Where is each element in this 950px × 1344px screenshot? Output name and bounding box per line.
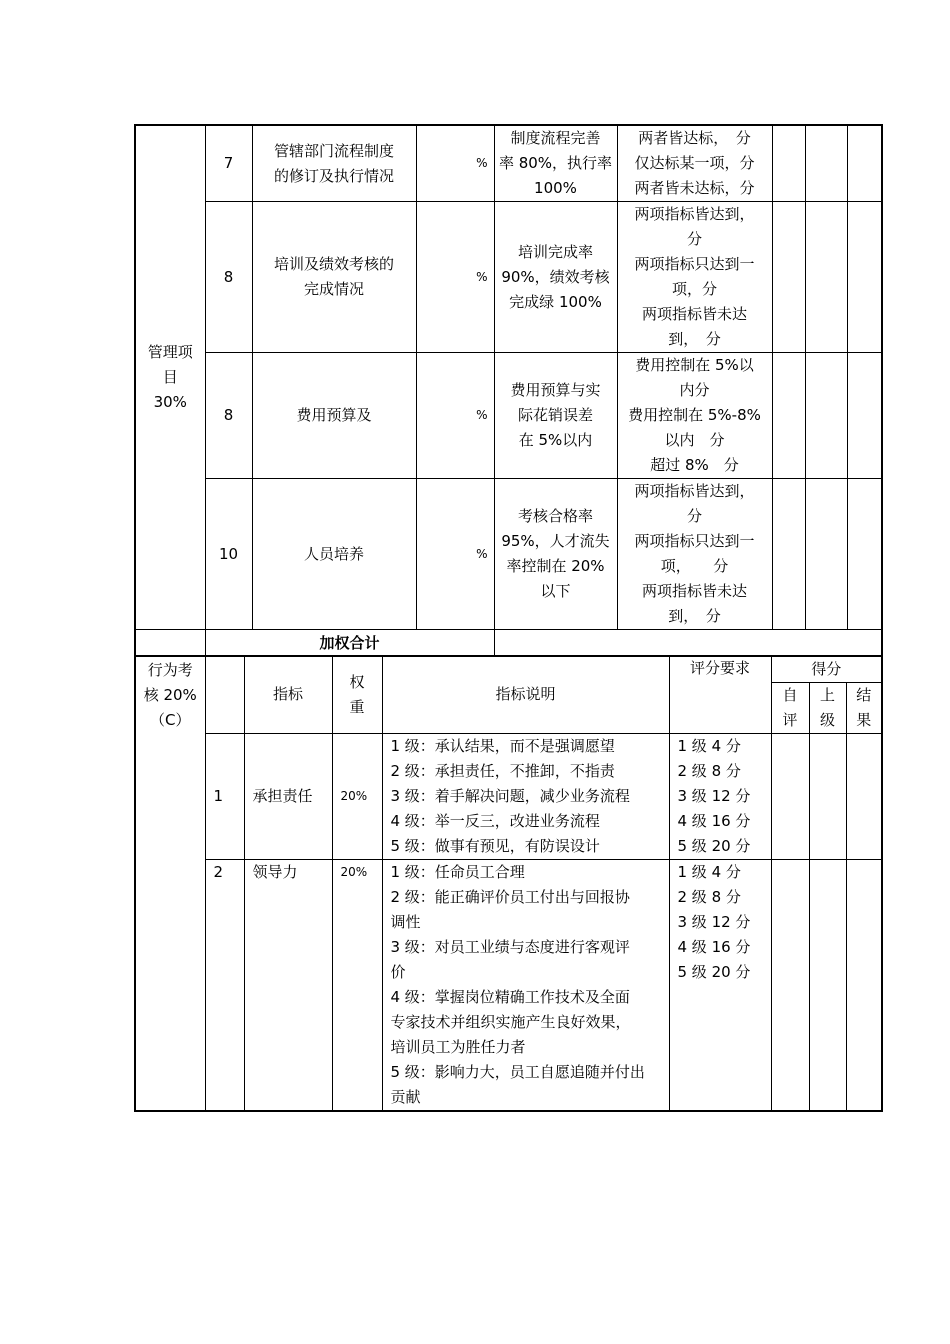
weighted-total-value <box>494 630 882 657</box>
behavior-row-description: 1 级：承认结果，而不是强调愿望 2 级：承担责任，不推卸，不指责 3 级：着手解决问题，减少业务流程 4 级：举一反三，改进业务流程 5 级：做事有预见，有防误设计 <box>382 734 669 860</box>
mgmt-row-weight: % <box>416 479 494 630</box>
behavior-row-indicator: 领导力 <box>244 860 332 1112</box>
weighted-total-row <box>135 630 882 657</box>
behavior-header-row <box>135 656 882 683</box>
behavior-header-indicator: 指标 <box>244 656 332 734</box>
mgmt-row-score-result <box>847 125 882 202</box>
weighted-total-label: 加权合计 <box>205 630 494 657</box>
mgmt-row <box>135 125 882 202</box>
mgmt-category-label: 管理项 目 30% <box>135 125 205 630</box>
mgmt-row-weight: % <box>416 125 494 202</box>
behavior-row-no: 2 <box>205 860 244 1112</box>
mgmt-row-score-self <box>772 353 805 479</box>
behavior-row-scoring: 1 级 4 分 2 级 8 分 3 级 12 分 4 级 16 分 5 级 20 分 <box>669 860 771 1112</box>
behavior-header-self: 自 评 <box>771 683 809 734</box>
mgmt-row-score-superior <box>805 125 847 202</box>
mgmt-row <box>135 202 882 353</box>
behavior-header-no <box>205 656 244 734</box>
behavior-header-score: 得分 <box>771 656 882 683</box>
mgmt-row <box>135 353 882 479</box>
mgmt-row-target: 培训完成率 90%，绩效考核 完成绿 100% <box>494 202 617 353</box>
behavior-row-score-self <box>771 860 809 1112</box>
mgmt-row-score-self <box>772 479 805 630</box>
management-table <box>134 124 883 657</box>
behavior-row-score-superior <box>809 860 846 1112</box>
mgmt-row-item: 管辖部门流程制度 的修订及执行情况 <box>252 125 416 202</box>
mgmt-row-score-self <box>772 125 805 202</box>
mgmt-row <box>135 479 882 630</box>
mgmt-row-item: 培训及绩效考核的 完成情况 <box>252 202 416 353</box>
behavior-header-superior: 上 级 <box>809 683 846 734</box>
behavior-header-result: 结 果 <box>846 683 882 734</box>
mgmt-row-no: 8 <box>205 353 252 479</box>
behavior-row-score-self <box>771 734 809 860</box>
mgmt-row-no: 10 <box>205 479 252 630</box>
mgmt-row-target: 考核合格率 95%，人才流失 率控制在 20% 以下 <box>494 479 617 630</box>
behavior-row <box>135 860 882 1112</box>
mgmt-row-score-superior <box>805 353 847 479</box>
behavior-row-weight: 20% <box>332 860 382 1112</box>
weighted-total-empty <box>135 630 205 657</box>
behavior-row-no: 1 <box>205 734 244 860</box>
behavior-table <box>134 655 883 1112</box>
behavior-row-description: 1 级：任命员工合理 2 级：能正确评价员工付出与回报协 调性 3 级：对员工业绩与态度进行客观评 价 4 级：掌握岗位精确工作技术及全面 专家技术并组织实施产生良好效果， 培训员工为胜任力者 5 级：影响力大，员工自愿追随并付出 贡献 <box>382 860 669 1112</box>
behavior-header-scoring: 评分要求 <box>669 656 771 734</box>
behavior-row-indicator: 承担责任 <box>244 734 332 860</box>
behavior-header-description: 指标说明 <box>382 656 669 734</box>
behavior-header-weight: 权 重 <box>332 656 382 734</box>
mgmt-row-no: 8 <box>205 202 252 353</box>
behavior-category-label: 行为考 核 20% （C） <box>135 656 205 1112</box>
behavior-row <box>135 734 882 860</box>
behavior-row-score-superior <box>809 734 846 860</box>
mgmt-row-target: 制度流程完善 率 80%，执行率 100% <box>494 125 617 202</box>
mgmt-row-rule: 两者皆达标， 分 仅达标某一项，分 两者皆未达标，分 <box>617 125 772 202</box>
mgmt-row-item: 人员培养 <box>252 479 416 630</box>
mgmt-row-score-result <box>847 353 882 479</box>
mgmt-row-item: 费用预算及 <box>252 353 416 479</box>
mgmt-row-weight: % <box>416 353 494 479</box>
behavior-row-score-result <box>846 734 882 860</box>
mgmt-row-score-self <box>772 202 805 353</box>
mgmt-row-target: 费用预算与实 际花销误差 在 5%以内 <box>494 353 617 479</box>
behavior-row-weight: 20% <box>332 734 382 860</box>
mgmt-row-score-result <box>847 202 882 353</box>
mgmt-row-score-superior <box>805 479 847 630</box>
mgmt-row-rule: 费用控制在 5%以 内分 费用控制在 5%-8% 以内 分 超过 8% 分 <box>617 353 772 479</box>
behavior-row-score-result <box>846 860 882 1112</box>
mgmt-row-no: 7 <box>205 125 252 202</box>
behavior-row-scoring: 1 级 4 分 2 级 8 分 3 级 12 分 4 级 16 分 5 级 20 分 <box>669 734 771 860</box>
mgmt-row-score-superior <box>805 202 847 353</box>
mgmt-row-rule: 两项指标皆达到， 分 两项指标只达到一 项， 分 两项指标皆未达 到， 分 <box>617 479 772 630</box>
mgmt-row-score-result <box>847 479 882 630</box>
mgmt-row-rule: 两项指标皆达到， 分 两项指标只达到一 项，分 两项指标皆未达 到， 分 <box>617 202 772 353</box>
mgmt-row-weight: % <box>416 202 494 353</box>
